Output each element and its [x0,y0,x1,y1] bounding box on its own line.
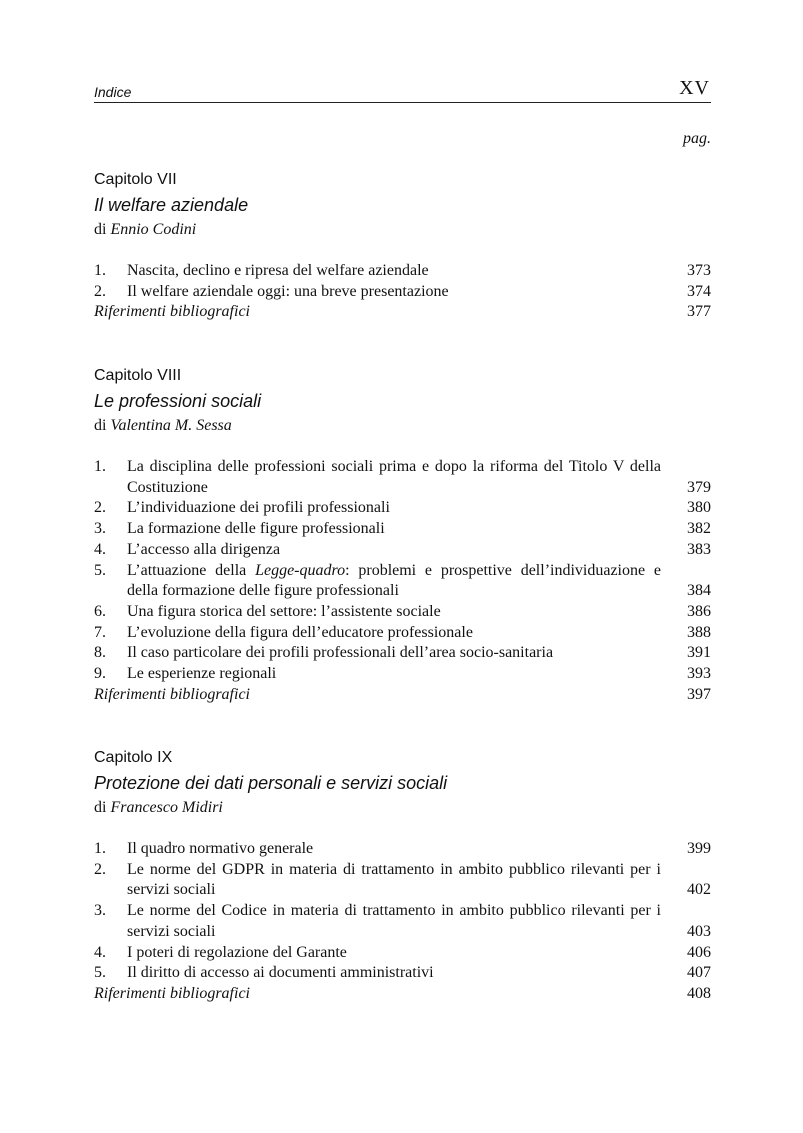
toc-entry[interactable] [94,498,711,519]
toc-entry-references[interactable] [94,685,711,706]
running-title: Indice [94,84,132,100]
entry-page: 403 [687,922,711,940]
chapter-label: Capitolo IX [94,749,173,766]
toc-entry[interactable] [94,261,711,282]
entry-title: Nascita, declino e ripresa del welfare aziendale [127,262,429,279]
toc-entry[interactable] [94,943,711,964]
toc-entry[interactable] [94,963,711,984]
entry-title: L’evoluzione della figura dell’educatore professionale [127,623,473,641]
entry-page: 373 [687,262,711,279]
entry-page: 397 [687,685,711,703]
entry-title: L’individuazione dei profili professionali [127,499,390,517]
author-name: Francesco Midiri [110,799,223,816]
entry-number: 2. [94,860,106,878]
entry-page: 384 [687,582,711,600]
author-prefix: di [94,799,107,816]
toc-entry[interactable] [94,457,711,498]
references-label: Riferimenti bibliografici [94,685,250,703]
entry-number: 1. [94,262,106,279]
entry-page: 399 [687,840,711,857]
chapter-title: Il welfare aziendale [94,195,249,215]
entry-page: 402 [687,881,711,899]
toc-list [94,457,711,705]
chapter-author [94,219,711,241]
entry-number: 1. [94,840,106,857]
entry-title: Le esperienze regionali [127,665,277,683]
entry-title-part: : problemi e prospettive dell’individuazione e della formazione delle figure professionali [127,561,662,600]
toc-entry[interactable] [94,602,711,623]
toc-entry[interactable] [94,623,711,644]
toc-entry[interactable] [94,643,711,664]
toc-entry[interactable] [94,519,711,540]
chapter-label: Capitolo VIII [94,367,182,384]
entry-title-italic: Legge-quadro [255,561,346,579]
entry-page: 386 [687,602,711,620]
chapter-label: Capitolo VII [94,171,177,188]
chapter-author [94,415,711,437]
entry-title: Una figura storica del settore: l’assistente sociale [127,602,441,620]
entry-number: 4. [94,540,106,558]
chapter-ix [94,747,711,1005]
entry-number: 6. [94,602,106,620]
entry-number: 7. [94,623,106,641]
entry-page: 382 [687,520,711,538]
entry-number: 2. [94,499,106,517]
entry-title: La disciplina delle professioni sociali prima e dopo la riforma del Titolo V della Costituzione [127,458,661,496]
entry-page: 383 [687,540,711,558]
toc-entry[interactable] [94,901,711,942]
entry-page: 379 [687,478,711,496]
toc-entry[interactable] [94,540,711,561]
references-label: Riferimenti bibliografici [94,984,250,1002]
entry-number: 3. [94,902,106,920]
entry-title [127,561,661,602]
page-column-label: pag. [683,130,711,147]
references-label: Riferimenti bibliografici [94,303,250,321]
entry-number: 4. [94,943,106,961]
toc-entry-references[interactable] [94,984,711,1005]
entry-title: Le norme del Codice in materia di trattamento in ambito pubblico rilevanti per i servizi sociali [127,902,661,940]
author-name: Ennio Codini [110,221,197,238]
page-number: XV [679,77,710,99]
entry-page: 374 [687,282,711,300]
entry-number: 5. [94,964,106,982]
entry-page: 407 [687,964,711,982]
entry-title: I poteri di regolazione del Garante [127,943,347,961]
entry-number: 8. [94,644,106,662]
entry-number: 3. [94,520,106,538]
entry-title: Le norme del GDPR in materia di trattamento in ambito pubblico rilevanti per i servizi sociali [127,860,661,899]
entry-page: 406 [687,943,711,961]
entry-page: 388 [687,623,711,641]
entry-page: 377 [687,303,711,321]
chapter-author [94,797,711,819]
entry-page: 393 [687,665,711,683]
toc-entry-references[interactable] [94,302,711,323]
running-header [94,76,711,103]
toc-entry[interactable] [94,561,711,602]
chapter-viii [94,365,711,705]
toc-entry[interactable] [94,839,711,860]
toc-entry[interactable] [94,860,711,901]
chapter-vii [94,169,711,323]
chapter-title: Le professioni sociali [94,391,262,411]
entry-number: 1. [94,458,106,475]
entry-title: Il diritto di accesso ai documenti amministrativi [127,964,434,982]
entry-page: 380 [687,499,711,517]
entry-number: 5. [94,561,106,579]
toc-entry[interactable] [94,282,711,303]
entry-title: Il welfare aziendale oggi: una breve presentazione [127,282,449,300]
toc-entry[interactable] [94,664,711,685]
toc-list [94,839,711,1005]
entry-title: L’accesso alla dirigenza [127,540,281,558]
entry-title: La formazione delle figure professionali [127,520,385,538]
entry-title: Il caso particolare dei profili professionali dell’area socio-sanitaria [127,644,554,662]
author-prefix: di [94,221,107,238]
entry-number: 2. [94,282,106,300]
entry-page: 391 [687,644,711,662]
entry-title-part: L’attuazione della [127,561,256,579]
chapter-title: Protezione dei dati personali e servizi sociali [94,773,448,793]
entry-title: Il quadro normativo generale [127,840,314,857]
author-prefix: di [94,417,107,434]
entry-number: 9. [94,665,106,683]
toc-list [94,261,711,323]
entry-page: 408 [687,984,711,1002]
author-name: Valentina M. Sessa [110,417,232,434]
